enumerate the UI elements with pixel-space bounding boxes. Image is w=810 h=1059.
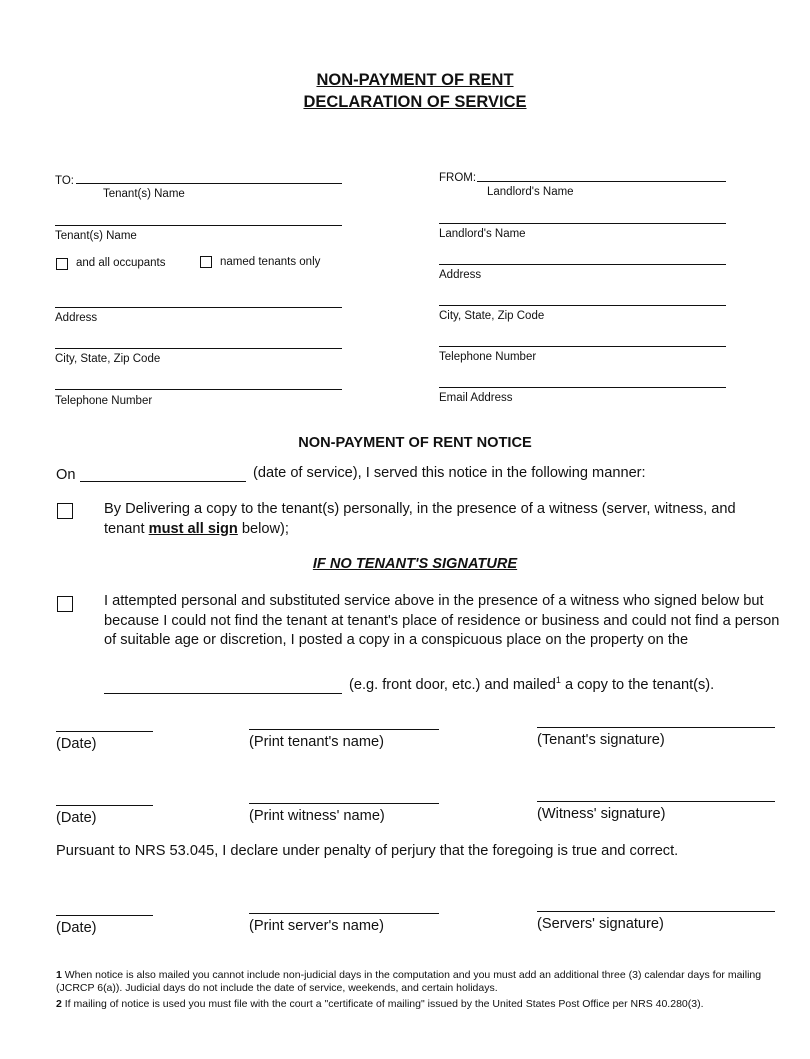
landlord-address-field[interactable]: [439, 264, 726, 265]
tenant-telephone-field[interactable]: [55, 389, 342, 390]
landlord-name-label-2: Landlord's Name: [439, 228, 526, 240]
named-tenants-only-checkbox[interactable]: [200, 256, 212, 268]
tenant-name-field[interactable]: [76, 183, 342, 184]
tenant-name-field-2[interactable]: [55, 225, 342, 226]
posted-location-text: [349, 677, 714, 693]
tenant-city-state-zip-label: City, State, Zip Code: [55, 353, 161, 365]
personal-delivery-text-a: By Delivering a copy to the tenant(s) personally, in the presence of a witness (server, witness, and tenant: [104, 501, 736, 537]
landlord-name-label: Landlord's Name: [487, 186, 574, 198]
tenant-name-label-2: Tenant(s) Name: [55, 230, 137, 242]
posted-location-text-a: (e.g. front door, etc.) and mailed: [349, 677, 556, 693]
posted-location-text-b: a copy to the tenant(s).: [564, 677, 715, 693]
landlord-city-state-zip-field[interactable]: [439, 305, 726, 306]
server-date-label: (Date): [56, 920, 97, 936]
footnote-2-text: If mailing of notice is used you must file with the court a "certificate of mailing" issued by the United States Post Office per NRS 40.280(3).: [64, 998, 704, 1010]
substituted-service-checkbox[interactable]: [57, 596, 73, 612]
notice-heading: NON-PAYMENT OF RENT NOTICE: [298, 435, 532, 451]
landlord-city-state-zip-label: City, State, Zip Code: [439, 310, 545, 322]
server-print-name-field[interactable]: [249, 913, 439, 914]
tenant-date-label: (Date): [56, 736, 97, 752]
no-signature-heading: IF NO TENANT'S SIGNATURE: [312, 556, 518, 572]
landlord-telephone-field[interactable]: [439, 346, 726, 347]
footnote-1-number: 1: [56, 969, 62, 981]
footnote-2: [56, 998, 786, 1011]
tenant-address-label: Address: [55, 312, 98, 324]
from-label: FROM:: [439, 172, 477, 184]
footnote-2-number: 2: [56, 998, 62, 1010]
substituted-service-text: I attempted personal and substituted service above in the presence of a witness who signed below but because I could not find the tenant at tenant's place of residence or business and could not find a person of suitable age or discretion, I posted a copy in a conspicuous place on the property on the: [104, 593, 780, 648]
server-date-field[interactable]: [56, 915, 153, 916]
landlord-name-field-2[interactable]: [439, 223, 726, 224]
witness-date-label: (Date): [56, 810, 97, 826]
footnote-ref-1: 1: [555, 675, 561, 686]
tenant-address-field[interactable]: [55, 307, 342, 308]
footnote-1: [56, 969, 786, 995]
tenant-signature-field[interactable]: [537, 727, 775, 728]
tenant-city-state-zip-field[interactable]: [55, 348, 342, 349]
must-all-sign: must all sign: [148, 520, 238, 537]
footnote-1-text: When notice is also mailed you cannot include non-judicial days in the computation and you must add an additional three (3) calendar days for mailing (JCRCP 6(a)). Judicial days do not include the date of service, weekends, and certain holidays.: [56, 969, 762, 994]
tenant-telephone-label: Telephone Number: [55, 395, 153, 407]
landlord-email-label: Email Address: [439, 392, 513, 404]
all-occupants-checkbox[interactable]: [56, 258, 68, 270]
tenant-date-field[interactable]: [56, 731, 153, 732]
witness-signature-label: (Witness' signature): [537, 806, 666, 822]
document-title-line2: DECLARATION OF SERVICE: [303, 93, 527, 111]
witness-print-name-label: (Print witness' name): [249, 808, 385, 824]
date-of-service-text: (date of service), I served this notice in the following manner:: [253, 465, 646, 481]
landlord-email-field[interactable]: [439, 387, 726, 388]
named-tenants-only-label: named tenants only: [220, 256, 321, 268]
document-title-line1: NON-PAYMENT OF RENT: [316, 71, 514, 89]
personal-delivery-text-b: below);: [241, 520, 289, 537]
posted-location-field[interactable]: [104, 693, 342, 694]
personal-delivery-text: [104, 500, 780, 539]
all-occupants-label: and all occupants: [76, 257, 166, 269]
server-signature-label: (Servers' signature): [537, 916, 664, 932]
perjury-declaration: Pursuant to NRS 53.045, I declare under penalty of perjury that the foregoing is true and correct.: [56, 843, 679, 859]
witness-print-name-field[interactable]: [249, 803, 439, 804]
tenant-name-label: Tenant(s) Name: [103, 188, 185, 200]
witness-signature-field[interactable]: [537, 801, 775, 802]
tenant-print-name-label: (Print tenant's name): [249, 734, 384, 750]
landlord-telephone-label: Telephone Number: [439, 351, 537, 363]
tenant-signature-label: (Tenant's signature): [537, 732, 665, 748]
server-print-name-label: (Print server's name): [249, 918, 384, 934]
landlord-address-label: Address: [439, 269, 482, 281]
witness-date-field[interactable]: [56, 805, 153, 806]
on-label: On: [56, 467, 76, 483]
personal-delivery-checkbox[interactable]: [57, 503, 73, 519]
tenant-print-name-field[interactable]: [249, 729, 439, 730]
server-signature-field[interactable]: [537, 911, 775, 912]
to-label: TO:: [55, 175, 74, 187]
landlord-name-field[interactable]: [477, 181, 726, 182]
date-of-service-field[interactable]: [80, 481, 246, 482]
